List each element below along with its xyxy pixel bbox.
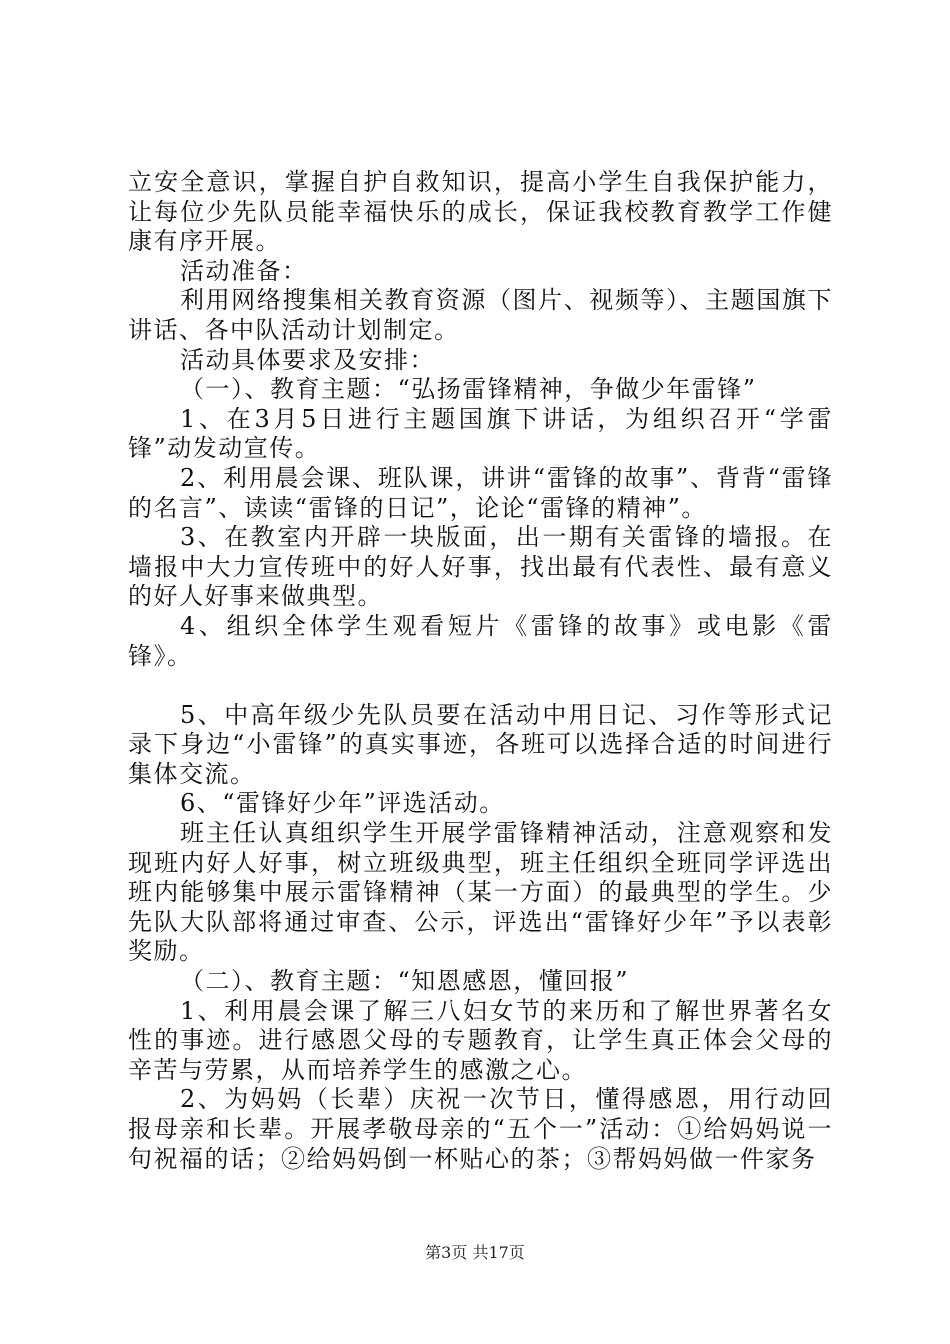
paragraph: 立安全意识，掌握自护自救知识，提高小学生自我保护能力，让每位少先队员能幸福快乐的成长，保证我校教育教学工作健康有序开展。 bbox=[128, 168, 833, 256]
paragraph: 1、在3月5日进行主题国旗下讲话，为组织召开“学雷锋”动发动宣传。 bbox=[128, 404, 833, 463]
paragraph: 6、“雷锋好少年”评选活动。 bbox=[180, 789, 505, 818]
paragraph: 1、利用晨会课了解三八妇女节的来历和了解世界著名女性的事迹。进行感恩父母的专题教育，让学生真正体会父母的辛苦与劳累，从而培养学生的感激之心。 bbox=[128, 996, 833, 1084]
paragraph: 2、利用晨会课、班队课，讲讲“雷锋的故事”、背背“雷锋的名言”、读读“雷锋的日记”，论论“雷锋的精神”。 bbox=[128, 463, 833, 522]
paragraph: 5、中高年级少先队员要在活动中用日记、习作等形式记录下身边“小雷锋”的真实事迹，各班可以选择合适的时间进行集体交流。 bbox=[128, 700, 833, 788]
paragraph: 2、为妈妈（长辈）庆祝一次节日，懂得感恩，用行动回报母亲和长辈。开展孝敬母亲的“五个一”活动：①给妈妈说一句祝福的话；②给妈妈倒一杯贴心的茶；③帮妈妈做一件家务 bbox=[128, 1085, 833, 1173]
paragraph: （二）、教育主题：“知恩感恩，懂回报” bbox=[180, 967, 630, 996]
paragraph bbox=[128, 671, 833, 701]
page-footer: 第3页 共17页 bbox=[425, 1243, 525, 1262]
paragraph: 利用网络搜集相关教育资源（图片、视频等）、主题国旗下讲话、各中队活动计划制定。 bbox=[128, 286, 833, 344]
document-body bbox=[128, 168, 833, 1174]
paragraph: （一）、教育主题：“弘扬雷锋精神，争做少年雷锋” bbox=[180, 375, 757, 404]
paragraph: 3、在教室内开辟一块版面，出一期有关雷锋的墙报。在墙报中大力宣传班中的好人好事，找出最有代表性、最有意义的好人好事来做典型。 bbox=[128, 523, 833, 611]
paragraph: 4、组织全体学生观看短片《雷锋的故事》或电影《雷锋》。 bbox=[128, 611, 833, 670]
paragraph: 活动具体要求及安排： bbox=[180, 345, 435, 374]
paragraph: 班主任认真组织学生开展学雷锋精神活动，注意观察和发现班内好人好事，树立班级典型，班主任组织全班同学评选出班内能够集中展示雷锋精神（某一方面）的最典型的学生。少先队大队部将通过审查、公示，评选出“雷锋好少年”予以表彰奖励。 bbox=[128, 819, 833, 966]
paragraph: 活动准备： bbox=[180, 256, 308, 285]
